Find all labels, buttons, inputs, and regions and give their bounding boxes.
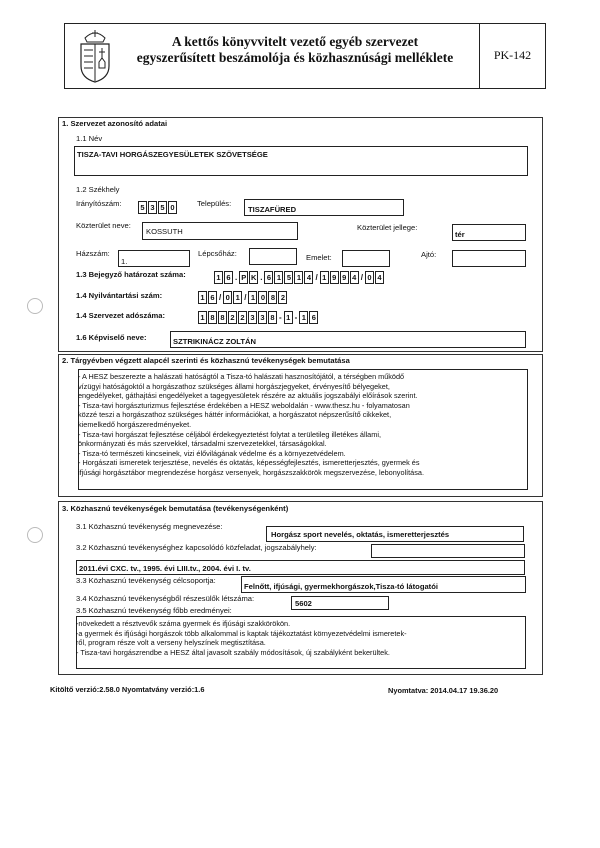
text-line: - Tisza-tavi horgászat fejlesztése céljából érdekegyeztetést folytat a területileg illetékes állami, xyxy=(78,429,381,439)
digit-cell[interactable]: 8 xyxy=(218,311,227,324)
digit-cell[interactable]: 3 xyxy=(258,311,267,324)
digit-cell[interactable]: 0 xyxy=(365,271,374,284)
count-label: 3.4 Közhasznú tevékenységből részesülők létszáma: xyxy=(76,594,255,603)
digit-cell[interactable]: 6 xyxy=(208,291,217,304)
street-type-value: tér xyxy=(455,230,465,239)
form-header xyxy=(64,23,546,89)
results-field[interactable] xyxy=(76,616,526,669)
activity-field[interactable] xyxy=(266,526,524,542)
text-line: ről, program része volt a verseny helyszínek megtisztítása. xyxy=(76,638,266,648)
door-field[interactable] xyxy=(452,250,526,267)
tax-number-field[interactable] xyxy=(198,311,318,324)
name-label: 1.1 Név xyxy=(76,134,103,143)
digit-cell[interactable]: 1 xyxy=(233,291,242,304)
floor-field[interactable] xyxy=(342,250,390,267)
separator: - xyxy=(279,313,282,322)
section-2-heading: 2. Tárgyévben végzett alapcél szerinti és közhasznú tevékenységek bemutatása xyxy=(62,356,350,365)
digit-cell[interactable]: 4 xyxy=(304,271,313,284)
text-line: - Tisza-tavi horgászturizmus fejlesztése érdekében a HESZ weboldalán - www.thesz.hu - folyamatosan xyxy=(78,400,410,410)
activity-label: 3.1 Közhasznú tevékenység megnevezése: xyxy=(76,522,223,531)
text-line: - A HESZ beszerezte a halászati hatóságtól a Tisza-tó halászati hasznosítójától, a térségben működő xyxy=(78,372,405,381)
separator: / xyxy=(360,273,363,282)
digit-cell[interactable]: 3 xyxy=(248,311,257,324)
tax-label: 1.4 Szervezet adószáma: xyxy=(76,311,166,320)
section-3-heading: 3. Közhasznú tevékenységek bemutatása (tevékenységenként) xyxy=(62,504,289,513)
text-line: vízügyi hatóságoktól a horgászathoz szükséges állami horgászjegyeket, érvényesítő bélyegeket, xyxy=(78,381,390,391)
text-line: ifjúsági horgásztábor megrendezése horgász versenyek, horgászszakkörök megszervezése, lebonyolítása. xyxy=(78,467,424,477)
count-field[interactable] xyxy=(291,596,389,610)
text-line: - Tisza-tavi horgászrendbe a HESZ által javasolt szabály módosítások, új szabályként bekerültek. xyxy=(76,647,390,657)
rep-label: 1.6 Képviselő neve: xyxy=(76,333,147,342)
text-line: -a gyermek és ifjúsági horgászok több alkalommal is kaptak tájékoztatást környezetvédelmi ismeretek- xyxy=(76,628,407,638)
binder-hole xyxy=(27,527,43,543)
name-value: TISZA-TAVI HORGÁSZEGYESÜLETEK SZÖVETSÉGE xyxy=(77,150,268,159)
house-field[interactable] xyxy=(118,250,190,267)
floor-label: Emelet: xyxy=(306,253,332,262)
task-label: 3.2 Közhasznú tevékenységhez kapcsolódó közfeladat, jogszabályhely: xyxy=(76,543,317,552)
digit-cell[interactable]: 9 xyxy=(340,271,349,284)
stair-field[interactable] xyxy=(249,248,297,265)
digit-cell[interactable]: 4 xyxy=(350,271,359,284)
house-label: Házszám: xyxy=(76,249,110,258)
digit-cell[interactable]: 1 xyxy=(214,271,223,284)
digit-cell[interactable]: 5 xyxy=(138,201,147,214)
digit-cell[interactable]: 1 xyxy=(320,271,329,284)
digit-cell[interactable]: 2 xyxy=(228,311,237,324)
digit-cell[interactable]: 1 xyxy=(284,311,293,324)
separator: . xyxy=(235,273,238,282)
digit-cell[interactable]: 8 xyxy=(268,311,277,324)
text-line: - Horgászati ismeretek terjesztése, nevelés és oktatás, képességfejlesztés, ismeretterjesztés, gyermek és xyxy=(78,458,420,468)
house-value: 1. xyxy=(121,257,128,266)
reg-number-label: 1.3 Bejegyző határozat száma: xyxy=(76,270,186,279)
separator: . xyxy=(260,273,263,282)
postcode-label: Irányítószám: xyxy=(76,199,122,208)
city-label: Település: xyxy=(197,199,232,208)
target-value: Felnőtt, ifjúsági, gyermekhorgászok,Tisza-tó látogatói xyxy=(244,582,438,591)
digit-cell[interactable]: 1 xyxy=(274,271,283,284)
street-label: Közterület neve: xyxy=(76,221,131,230)
digit-cell[interactable]: 2 xyxy=(238,311,247,324)
digit-cell[interactable]: P xyxy=(241,273,247,282)
separator: - xyxy=(294,313,298,322)
digit-cell[interactable]: 1 xyxy=(198,311,207,324)
city-value: TISZAFÜRED xyxy=(248,205,297,214)
postcode-field[interactable] xyxy=(138,201,177,214)
text-line: közzé teszi a horgászathoz szükséges háttér információkat, a horgászatot népszerűsítő cikkeket, xyxy=(78,410,392,420)
text-line: kiemelkedő horgászeredményeket. xyxy=(78,419,192,429)
separator: / xyxy=(244,293,247,302)
digit-cell[interactable]: 9 xyxy=(330,271,339,284)
city-field[interactable] xyxy=(244,199,404,216)
digit-cell[interactable]: K xyxy=(251,273,257,282)
form-code: PK-142 xyxy=(493,48,532,62)
digit-cell[interactable]: 8 xyxy=(268,291,277,304)
street-type-label: Közterület jellege: xyxy=(357,223,418,232)
version-info: Kitöltő verzió:2.58.0 Nyomtatvány verzió:1.6 xyxy=(50,685,205,694)
digit-cell[interactable]: 2 xyxy=(278,291,287,304)
stair-label: Lépcsőház: xyxy=(198,249,237,258)
name-field[interactable] xyxy=(74,146,528,176)
seat-label: 1.2 Székhely xyxy=(76,185,120,194)
digit-cell[interactable]: 4 xyxy=(375,271,384,284)
text-line: önkormányzati és más szervekkel, társadalmi szervezetekkel, társaságokkal. xyxy=(78,439,327,449)
digit-cell[interactable]: 6 xyxy=(264,271,273,284)
count-value: 5602 xyxy=(295,599,312,608)
rep-field[interactable] xyxy=(170,331,526,348)
digit-cell[interactable]: 8 xyxy=(208,311,217,324)
digit-cell[interactable]: 1 xyxy=(198,291,207,304)
separator: / xyxy=(219,293,222,302)
target-field[interactable] xyxy=(241,576,526,593)
digit-cell[interactable]: 5 xyxy=(284,271,293,284)
reg-number-field[interactable] xyxy=(214,271,384,284)
separator: / xyxy=(315,273,318,282)
text-line: -növekedett a résztvevők száma gyermek és ifjúsági szakkörökön. xyxy=(76,619,291,628)
section-2-text xyxy=(78,372,424,478)
activity-value: Horgász sport nevelés, oktatás, ismeretterjesztés xyxy=(271,530,450,539)
digit-cell[interactable]: 5 xyxy=(158,201,167,214)
print-date: Nyomtatva: 2014.04.17 19.36.20 xyxy=(388,686,499,695)
law-value: 2011.évi CXC. tv., 1995. évi LIII.tv., 2004. évi I. tv. xyxy=(79,564,251,573)
section-1-heading: 1. Szervezet azonosító adatai xyxy=(62,119,168,128)
text-line: - Tisza-tó természeti kincseinek, vizi élővilágának védelme és a környezetvédelem. xyxy=(78,448,346,458)
digit-cell[interactable]: 0 xyxy=(258,291,267,304)
law-field[interactable] xyxy=(76,560,525,575)
target-label: 3.3 Közhasznú tevékenység célcsoportja: xyxy=(76,576,216,585)
digit-cell[interactable]: 3 xyxy=(148,201,157,214)
digit-cell[interactable]: 0 xyxy=(168,201,177,214)
digit-cell[interactable]: 1 xyxy=(248,291,257,304)
digit-cell[interactable]: 1 xyxy=(299,311,308,324)
door-label: Ajtó: xyxy=(421,250,437,259)
nyilv-label: 1.4 Nyilvántartási szám: xyxy=(76,291,163,300)
digit-cell[interactable]: 6 xyxy=(224,271,233,284)
section-2-text-field[interactable] xyxy=(78,369,528,490)
nyilv-number-field[interactable] xyxy=(198,291,287,304)
results-label: 3.5 Közhasznú tevékenység főbb eredményei: xyxy=(76,606,232,615)
text-line: engedélyeket, gáthajtási engedélyeket a tagegyesületek részére az aktuális jogszabályi előírások szerint. xyxy=(78,391,418,401)
digit-cell[interactable]: 1 xyxy=(294,271,303,284)
digit-cell[interactable]: 6 xyxy=(309,311,318,324)
form-title-line2: egyszerűsített beszámolója és közhasznúsági melléklete xyxy=(136,50,454,65)
rep-value: SZTRIKINÁCZ ZOLTÁN xyxy=(173,337,256,346)
task-field[interactable] xyxy=(371,544,525,558)
coat-of-arms-icon xyxy=(73,28,117,84)
street-type-field[interactable] xyxy=(452,224,526,241)
results-text xyxy=(76,619,407,657)
binder-hole xyxy=(27,298,43,314)
street-value: KOSSUTH xyxy=(146,227,183,236)
digit-cell[interactable]: 0 xyxy=(223,291,232,304)
form-title-line1: A kettős könyvvitelt vezető egyéb szervezet xyxy=(171,34,419,49)
street-field[interactable] xyxy=(142,222,298,240)
